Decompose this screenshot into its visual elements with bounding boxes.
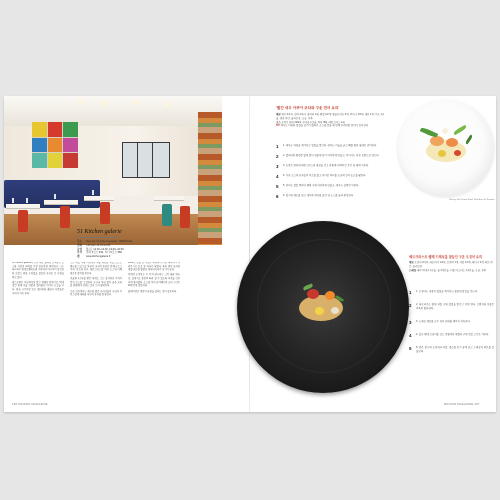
recipe1-step: 1. 새우는 내장을 제거하고 껍질을 벗긴다. 전어는 비늘을 긁고 뼈를 발라 필레로 준비한다. bbox=[283, 144, 377, 147]
body-paragraph: 그는 매일 아침 시장에서 제철 재료를 직접 고르고, 메뉴를 그날그날 바꾼다. 요리의 중심은 언제나 소스이며, 미소와 유자, 레몬그라스를 버터 소스에 더해 새로운 풍미를 만든다. bbox=[70, 262, 122, 275]
step-number: 4 bbox=[409, 333, 412, 338]
white-plate-dish-photo bbox=[398, 100, 494, 196]
magazine-spread bbox=[4, 96, 496, 412]
body-paragraph: 이번에 소개하는 두 가지 레시피는 그의 대표 메뉴로, 집에서도 충분히 따라 할 수 있도록 과정을 간단하게 정리했다. 소스를 미리 준비해두면 조리 시간은 30분이면 충분하다. bbox=[128, 274, 180, 288]
step-number: 5 bbox=[409, 346, 412, 351]
step-number: 6 bbox=[276, 194, 279, 199]
info-row: 전화 +33 (0)1 46 33 00 85 bbox=[77, 243, 111, 247]
ingredient-line: 드레싱 셰리 비네거 1큰술, 꿀 1작은술, 디종 머스터드 1작은술, 소금, 후추 bbox=[409, 268, 487, 272]
yellow-tomato bbox=[438, 150, 446, 157]
radish bbox=[331, 307, 339, 314]
herb-leaf bbox=[465, 135, 473, 145]
ingredient-line: 재료 오징어 2마리, 파프리카 1/2개, 오렌지 1개, 자몽 1/2개, 래디시 2개, 허브 약간, 올리브유 bbox=[409, 261, 493, 268]
tiled-pillar bbox=[198, 112, 222, 245]
restaurant-interior-photo bbox=[4, 96, 222, 245]
paprika bbox=[307, 289, 319, 299]
recipe1-ingredients bbox=[276, 113, 386, 128]
garnish bbox=[442, 128, 448, 134]
ingredient-line: TIP 새우는 머리와 껍질을 남겨 두었다가 소스를 만들 때 함께 우려내면 풍미가 깊어진다. bbox=[276, 124, 369, 128]
wine-glass bbox=[54, 194, 56, 199]
step-number: 3 bbox=[276, 164, 279, 169]
body-column-1 bbox=[12, 262, 64, 399]
wall-artwork bbox=[32, 122, 78, 168]
body-column-2 bbox=[70, 262, 122, 399]
title-rule bbox=[77, 237, 117, 238]
body-column-3 bbox=[128, 262, 180, 399]
shrimp bbox=[446, 138, 458, 147]
step-number: 2 bbox=[409, 303, 412, 308]
herb-leaf bbox=[453, 125, 467, 135]
step-number: 2 bbox=[276, 154, 279, 159]
dining-table bbox=[6, 204, 40, 208]
recipe2-heading: 헤르크라스트 벨레 드레싱을 곁들인 구운 오징어 요리 bbox=[409, 255, 483, 259]
body-paragraph: 51 Kitchen galerie의 오너 셰프 윌리엄 르되유는 소스와 식감의 대비를 가장 중요하게 생각한다. 그는 파리 6구 생제르맹데프레 거리에서 아시아의 향신료와 프랑스 전통 조리법을 결합한 요리로 큰 사랑을 받고 있다. bbox=[12, 262, 64, 279]
body-paragraph: 미슐랭 1스타를 받은 뒤에도 그는 합리적인 가격의 런치 코스를 고집한다. 누구나 부담 없이 좋은 요리를 경험해야 한다는 것이 그의 철학이다. bbox=[70, 278, 122, 288]
dining-table bbox=[84, 196, 114, 200]
recipe1-step: 4. 거른 소스에 유자즙과 미소를 풀고 차가운 버터를 조금씩 넣어 농도를 맞춘다. bbox=[283, 174, 367, 177]
red-chair bbox=[180, 206, 190, 228]
ingredient-line: 재료 새우 4마리, 전어 2마리, 셀러리 1대, 펜넬 1/2개, 방울토마토 6개, 주키니 1/2개, 레몬 1개, 미소 1큰술, 생강 약간, 올리브유, 소금, 후추 bbox=[276, 113, 385, 120]
recipe1-step: 3. 토마토 워터에 레몬그라스와 생강을 넣고 약불에서 10분간 우린 뒤 체에 거른다. bbox=[283, 164, 369, 167]
photo-caption: Shrimp & Gizzard Shad, Bouillon de Tomates bbox=[449, 198, 495, 201]
recipe2-step: 2. 파프리카는 불에 직접 구워 껍질을 벗기고 작게 썬다. 오렌지와 자몽은 과육만 발라낸다. bbox=[416, 303, 494, 310]
body-paragraph: 레스토랑은 아담하지만 밝고 경쾌한 분위기로, 벽에 걸린 현대 미술 작품과 컬러풀한 의자가 눈길을 끈다. 점심 시간이면 인근 갤러리와 출판사 사람들로 자리가 가득 찬다. bbox=[12, 281, 64, 295]
ingredient-line: 소스 토마토 워터 200ml, 유자즙 1큰술, 버터 30g, 레몬그라스 1대 bbox=[276, 120, 345, 124]
page-spine bbox=[249, 96, 250, 412]
herb-leaf bbox=[303, 283, 314, 290]
restaurant-info bbox=[77, 240, 167, 259]
body-paragraph: 플레이팅은 색감의 균형을 살리는 것이 중요하다. bbox=[128, 290, 177, 293]
recipe2-step: 3. 드레싱 재료를 모두 섞어 유화될 때까지 저어준다. bbox=[416, 320, 471, 323]
step-number: 1 bbox=[409, 290, 412, 295]
ceiling-light bbox=[164, 103, 169, 106]
wine-glass bbox=[26, 198, 28, 203]
shrimp bbox=[430, 136, 444, 146]
info-row: 운영 월~토 12:00~14:00, 19:00~22:00 bbox=[77, 247, 124, 251]
recipe2-ingredients bbox=[409, 261, 494, 272]
step-number: 4 bbox=[276, 174, 279, 179]
ceiling-light bbox=[134, 101, 139, 104]
step-number: 3 bbox=[409, 320, 412, 325]
squid bbox=[299, 295, 343, 321]
recipe1-step: 5. 전어는 껍질 쪽부터 팬에 구워 바삭하게 만들고, 새우는 살짝만 익힌다. bbox=[283, 184, 360, 187]
ceiling-light bbox=[102, 102, 107, 105]
info-row: 가격 런치 3코스 €42, 디너 5코스 €80 bbox=[77, 251, 122, 255]
recipe2-step: 4. 달군 팬에 오징어를 넣고 센불에서 재빨리 구워 한입 크기로 자른다. bbox=[416, 333, 490, 336]
folio-right: MAISON MAGAZINE 157 bbox=[444, 402, 480, 406]
red-chair bbox=[100, 202, 110, 224]
teal-chair bbox=[162, 204, 172, 226]
dining-table bbox=[44, 200, 78, 204]
wine-glass bbox=[92, 190, 94, 195]
herb-leaf bbox=[420, 126, 438, 138]
dining-table bbox=[154, 196, 184, 200]
red-chair bbox=[18, 210, 28, 232]
citrus bbox=[315, 307, 324, 315]
recipe2-step: 1. 오징어는 내장과 껍질을 제거하고 몸통에 칼집을 넣는다. bbox=[416, 290, 478, 293]
restaurant-title: 51 Kitchen galerie bbox=[77, 229, 122, 235]
body-paragraph: 2009년 문을 연 이곳은 파리에서 가장 예약하기 어려운 비스트로 중 하나가 되었다. 특히 생선 요리와 제철 채소를 활용한 애피타이저가 인기가 높다. bbox=[128, 262, 180, 272]
herb-leaf bbox=[335, 295, 344, 303]
orange-segment bbox=[325, 291, 335, 300]
recipe2-step: 5. 검은 접시에 오징어와 과일, 채소를 보기 좋게 담고 드레싱과 허브를 곁들인다. bbox=[416, 346, 494, 353]
red-chair bbox=[60, 206, 70, 228]
back-window bbox=[122, 142, 170, 178]
info-row: 웹 www.kitchengalerie.fr bbox=[77, 255, 111, 258]
red-tomato bbox=[454, 150, 461, 156]
wine-glass bbox=[12, 198, 14, 203]
step-number: 1 bbox=[276, 144, 279, 149]
recipe1-heading: '빨간 새우 아쿠아 코타와 구운 전어 요리' bbox=[276, 106, 340, 110]
recipe1-step: 2. 셀러리와 펜넬은 얇게 썰어 찬물에 담가 아삭하게 만들고, 주키니는 리본 모양으로 깎는다. bbox=[283, 154, 380, 157]
black-plate-dish-photo bbox=[237, 221, 409, 393]
folio-left: 156 MAISON MAGAZINE bbox=[12, 402, 48, 406]
info-row: 주소 Rue des Grands-Augustins, 75006 Paris bbox=[77, 240, 133, 243]
body-paragraph: 오픈 키친에서는 셰프와 젊은 요리사들이 손님과 자연스럽게 대화를 나누며 요리를 완성한다. bbox=[70, 290, 122, 297]
ceiling-light bbox=[78, 100, 83, 103]
step-number: 5 bbox=[276, 184, 279, 189]
recipe1-step: 6. 접시에 채소를 담고 새우와 전어를 올린 뒤 소스를 둘러 완성한다. bbox=[283, 194, 354, 197]
